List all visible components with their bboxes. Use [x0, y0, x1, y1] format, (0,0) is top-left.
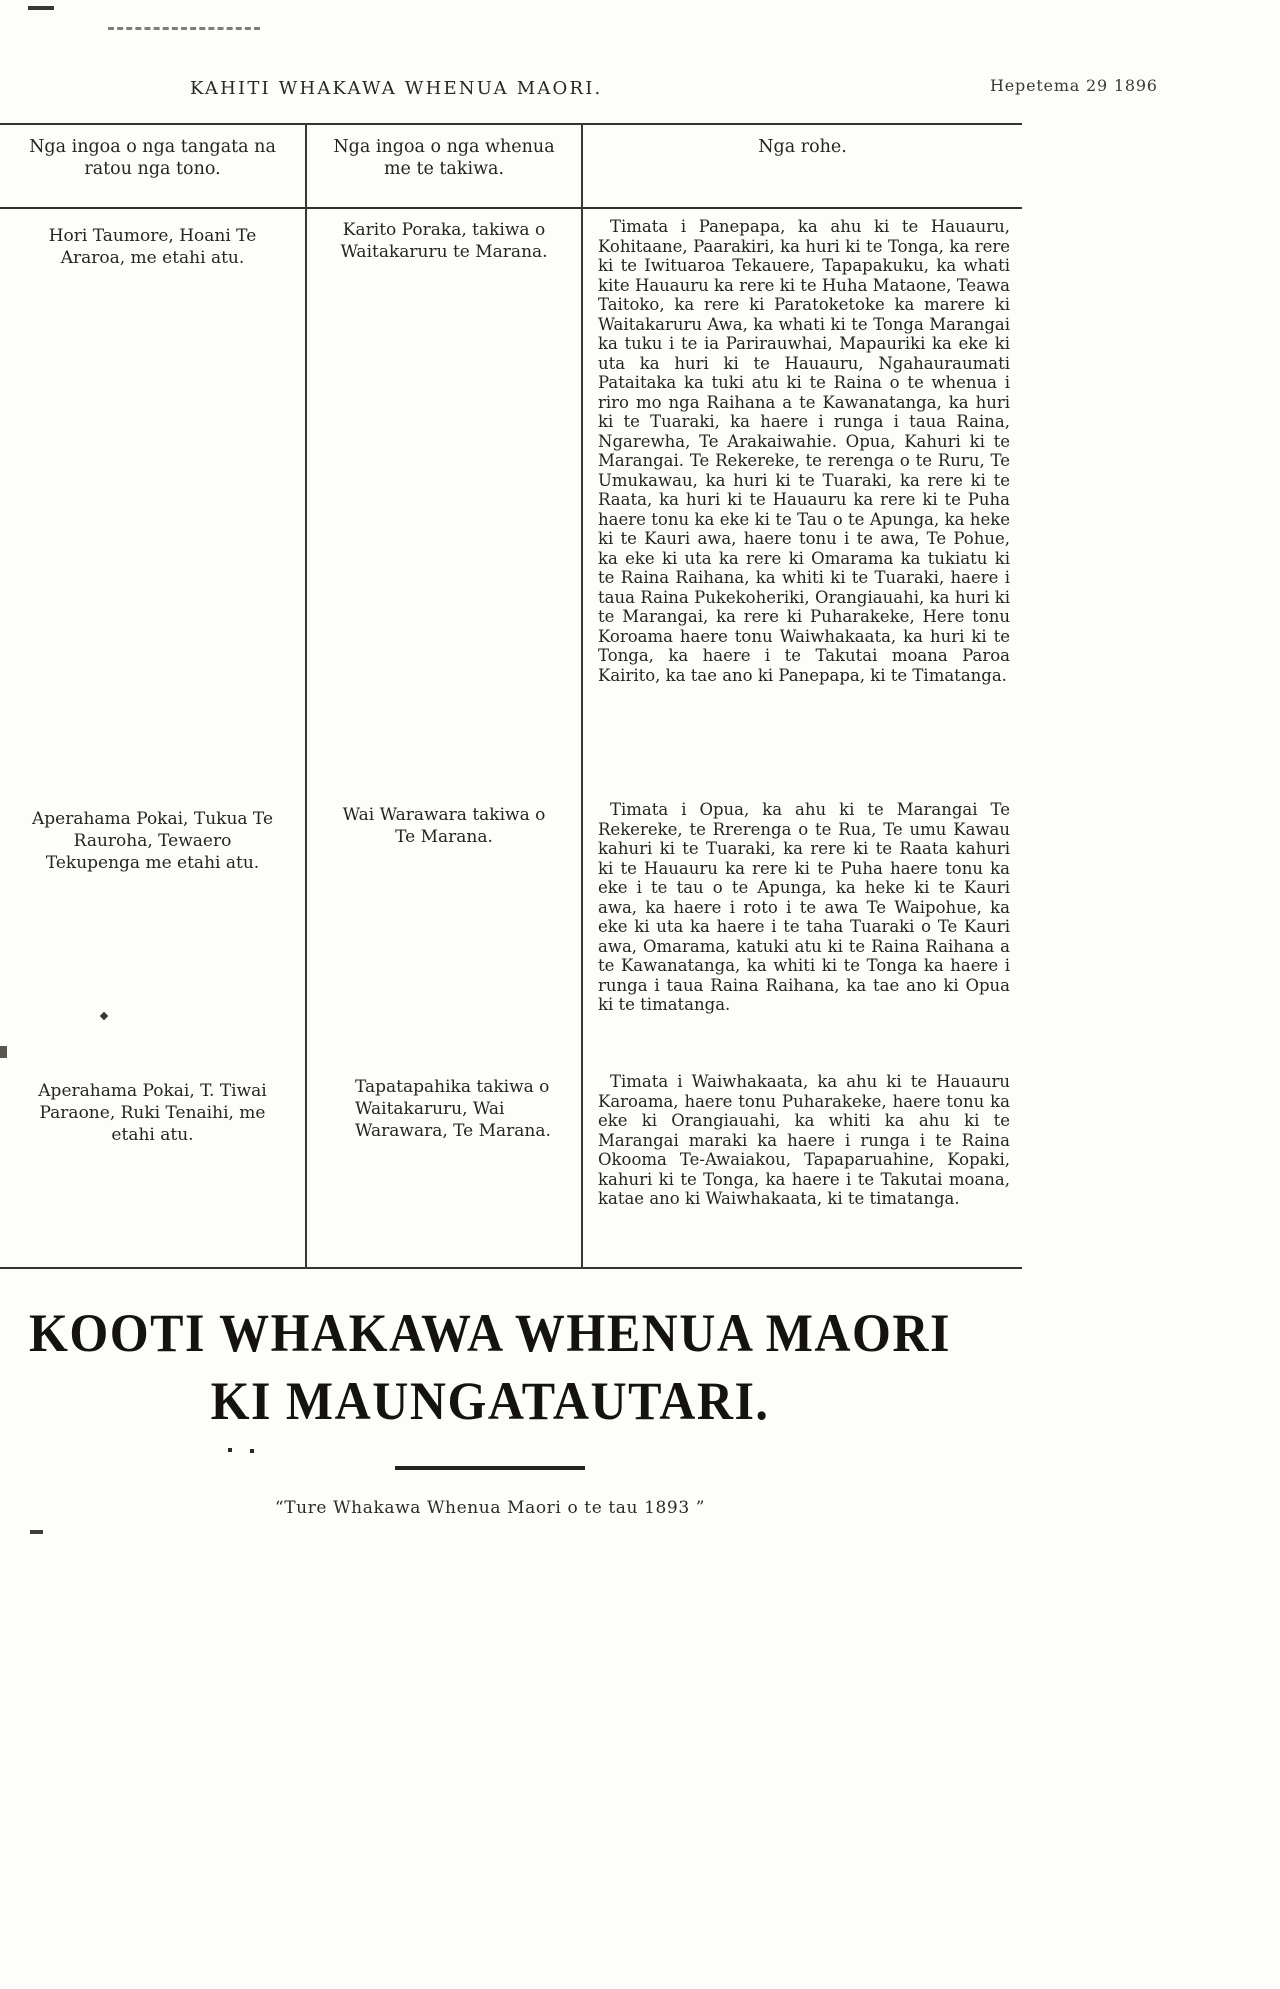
- column-header-land: Nga ingoa o nga whenua me te takiwa.: [306, 124, 582, 208]
- land-cell: Karito Poraka, takiwa o Waitakaruru te Marana.: [306, 208, 582, 786]
- table-row: [0, 786, 1022, 1058]
- boundaries-cell: Timata i Opua, ka ahu ki te Marangai Te Rekereke, te Rrerenga o te Rua, Te umu Kawau kahuri ki te Tuaraki, ka rere ki te Raata kahuri ki te Hauauru ka rere ki te Puha haere tonu ka eke i te tau o te Apunga, ka heke ki te Kauri awa, ka haere i roto i te awa Te Waipohue, ka eke ki uta ka haere i te taha Tuaraki o Te Kauri awa, Omarama, katuki atu ki te Raina Raihana a te Kawanatanga, ka whiti ki te Tonga ka haere i runga i taua Raina Raihana, ka tae ano ki Opua ki te timatanga.: [582, 786, 1022, 1058]
- names-cell: Aperahama Pokai, T. Tiwai Paraone, Ruki Tenaihi, me etahi atu.: [38, 1081, 267, 1145]
- scan-artifact: [30, 1530, 43, 1534]
- scan-artifact: [228, 1448, 232, 1452]
- names-cell: Hori Taumore, Hoani Te Araroa, me etahi atu.: [48, 226, 257, 268]
- act-reference: “Ture Whakawa Whenua Maori o te tau 1893 ”: [274, 1498, 706, 1518]
- court-heading-line2: KI MAUNGATAUTARI.: [210, 1370, 770, 1431]
- boundaries-cell: Timata i Panepapa, ka ahu ki te Hauauru, Kohitaane, Paarakiri, ka huri ki te Tonga, ka rere ki te Iwituaroa Tekauere, Tapapakuku, ka whati kite Hauauru ka rere ki te Huha Mataone, Teawa Taitoko, ka rere ki Paratoketoke ka marere ki Waitakaruru Awa, ka whati ki te Tonga Marangai ka tuku i te ia Parirauwhai, Mapauriki ka eke ki uta ka huri ki te Hauauru, Ngahauraumati Pataitaka ka tuki atu ki te Raina o te whenua i riro mo nga Raihana a te Kawanatanga, ka huri ki te Tuaraki, ka haere i runga i taua Raina, Ngarewha, Te Arakaiwahie. Opua, Kahuri ki te Marangai. Te Rekereke, te rerenga o te Ruru, Te Umukawau, ka huri ki te Tuaraki, ka rere ki te Raata, ka huri ki te Hauauru ka rere ki te Puha haere tonu ka eke ki te Tau o te Apunga, ka heke ki te Kauri awa, haere tonu i te awa, Te Pohue, ka eke ki uta ka rere ki Omarama ka tukiatu ki te Raina Raihana, ka whiti ki te Tuaraki, haere i taua Raina Pukekoheriki, Orangiauahi, ka huri ki te Marangai, ka rere ki Puharakeke, Here tonu Koroama haere tonu Waiwhakaata, ka huri ki te Tonga, ka haere i te Takutai moana Paroa Kairito, ka tae ano ki Panepapa, ki te Timatanga.: [582, 208, 1022, 786]
- table-row: [0, 1058, 1022, 1268]
- scan-artifact: [28, 6, 54, 10]
- heading-divider: [395, 1466, 585, 1470]
- column-header-boundaries: Nga rohe.: [582, 124, 1022, 208]
- masthead-title: KAHITI WHAKAWA WHENUA MAORI.: [190, 78, 603, 99]
- masthead-date: Hepetema 29 1896: [990, 76, 1158, 95]
- court-heading-line1: KOOTI WHAKAWA WHENUA MAORI: [28, 1302, 951, 1363]
- scan-artifact: [0, 1046, 7, 1058]
- column-header-names: Nga ingoa o nga tangata na ratou nga tono.: [0, 124, 306, 208]
- names-cell: Aperahama Pokai, Tukua Te Rauroha, Tewaero Tekupenga me etahi atu.: [31, 809, 274, 873]
- boundaries-cell: Timata i Waiwhakaata, ka ahu ki te Hauauru Karoama, haere tonu Puharakeke, haere tonu ka eke ki Orangiauahi, ka whiti ka ahu ki te Marangai maraki ka haere i runga i te Raina Okooma Te-Awaiakou, Tapaparuahine, Kopaki, kahuri ki te Tonga, ka haere i te Takutai moana, katae ano ki Waiwhakaata, ki te timatanga.: [582, 1058, 1022, 1268]
- court-notice: [0, 1296, 980, 1518]
- land-cell: Tapatapahika takiwa o Waitakaruru, Wai Warawara, Te Marana.: [306, 1058, 582, 1268]
- land-court-table: [0, 123, 1022, 1269]
- table-header-row: [0, 124, 1022, 208]
- masthead: [0, 76, 1280, 106]
- table-row: [0, 208, 1022, 786]
- scan-artifact: [108, 27, 260, 30]
- land-cell: Wai Warawara takiwa o Te Marana.: [306, 786, 582, 1058]
